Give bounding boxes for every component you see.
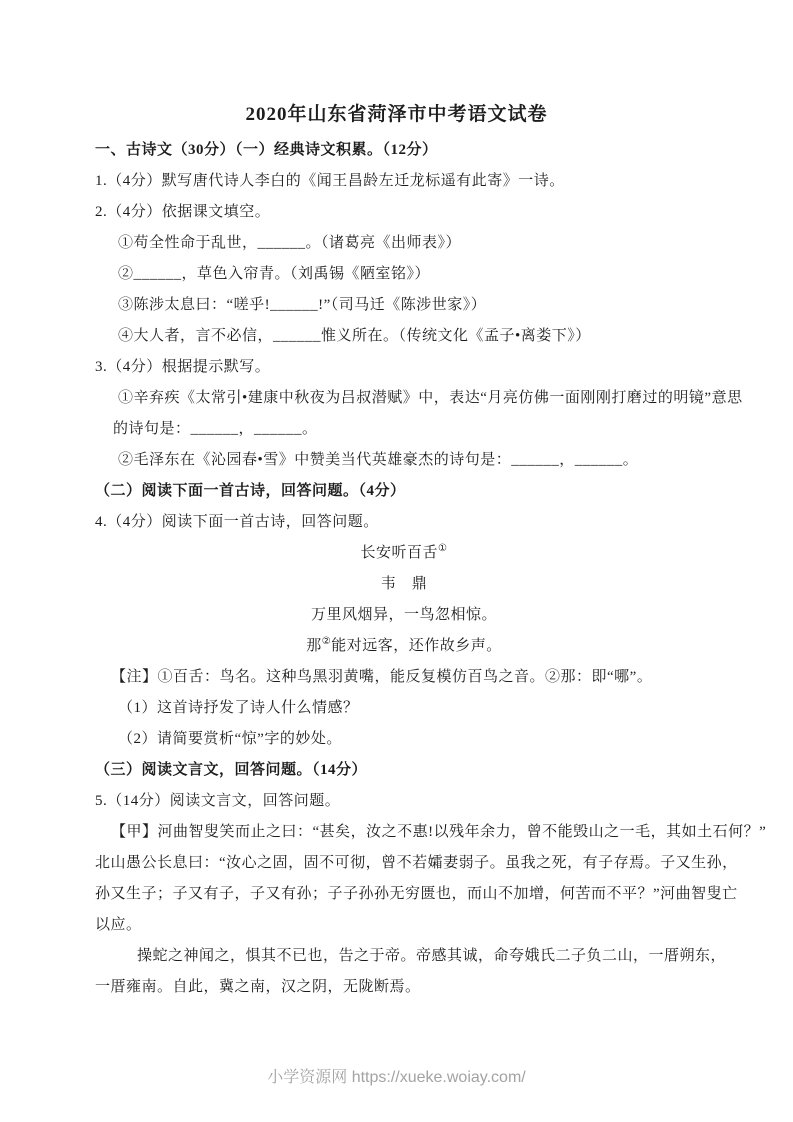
question-4-stem: 4.（4分）阅读下面一首古诗，回答问题。 xyxy=(95,514,379,530)
poem-note-ref-2: ② xyxy=(321,636,332,647)
question-1: 1.（4分）默写唐代诗人李白的《闻王昌龄左迁龙标遥有此寄》一诗。 xyxy=(95,173,565,189)
passage-jia-para-2-line-1: 操蛇之神闻之，惧其不已也，告之于帝。帝感其诚，命夸娥氏二子负二山，一厝朔东， xyxy=(137,948,727,964)
question-2-item-3: ③陈涉太息曰：“嗟乎!______!”（司马迁《陈涉世家》） xyxy=(118,297,487,313)
poem-note: 【注】①百舌：鸟名。这种鸟黑羽黄嘴，能反复模仿百鸟之音。②那：即“哪”。 xyxy=(111,669,653,685)
poem-line-2-pre: 那 xyxy=(306,638,322,654)
watermark-text: 小学资源网 https://xueke.woiay.com/ xyxy=(267,1069,526,1086)
poem-note-ref-1: ① xyxy=(438,543,448,554)
passage-jia-line-3: 孙又生子；子又有子，子又有孙；子子孙孙无穷匮也，而山不加增，何苦而不平？”河曲智叟亡 xyxy=(95,886,738,902)
poem-line-2 xyxy=(95,631,713,662)
question-5-stem: 5.（14分）阅读文言文，回答问题。 xyxy=(95,793,341,809)
section-2-heading: （二）阅读下面一首古诗，回答问题。（4分） xyxy=(95,483,406,499)
question-3-item-1-line-2: 的诗句是：______，______。 xyxy=(113,421,318,437)
passage-jia-line-1: 【甲】河曲智叟笑而止之曰：“甚矣，汝之不惠!以残年余力，曾不能毁山之一毛，其如土石何？” xyxy=(111,824,767,840)
question-3-item-2: ②毛泽东在《沁园春•雪》中赞美当代英雄豪杰的诗句是：______，______。 xyxy=(118,452,639,468)
exam-body xyxy=(95,135,767,1003)
poem-title-text: 长安听百舌 xyxy=(360,545,439,561)
poem-title xyxy=(95,538,713,569)
watermark-footer xyxy=(0,1066,793,1090)
passage-jia-line-2: 北山愚公长息曰：“汝心之固，固不可彻，曾不若孀妻弱子。虽我之死，有子存焉。子又生孙， xyxy=(95,855,738,871)
poem-line-1: 万里风烟异，一鸟忽相惊。 xyxy=(310,607,497,623)
section-3-heading: （三）阅读文言文，回答问题。（14分） xyxy=(95,762,368,778)
question-3-item-1-line-1: ①辛弃疾《太常引•建康中秋夜为吕叔潜赋》中，表达“月亮仿佛一面刚刚打磨过的明镜”意思 xyxy=(118,390,743,406)
question-4-sub-1: （1）这首诗抒发了诗人什么情感？ xyxy=(118,700,359,716)
question-2-item-2: ②______，草色入帘青。（刘禹锡《陋室铭》） xyxy=(118,266,431,282)
question-3-stem: 3.（4分）根据提示默写。 xyxy=(95,359,271,375)
section-1-heading: 一、古诗文（30分）（一）经典诗文积累。（12分） xyxy=(95,142,438,158)
passage-jia-para-2-line-2: 一厝雍南。自此，冀之南，汉之阴，无陇断焉。 xyxy=(95,979,421,995)
question-2-item-1: ①苟全性命于乱世，______。（诸葛亮《出师表》） xyxy=(118,235,462,251)
poem-line-2-rest: 能对远客，还作故乡声。 xyxy=(331,638,502,654)
poem-author: 韦 鼎 xyxy=(380,576,428,592)
question-2-stem: 2.（4分）依据课文填空。 xyxy=(95,204,271,220)
exam-title: 2020年山东省菏泽市中考语文试卷 xyxy=(245,104,548,125)
question-4-sub-2: （2）请简要赏析“惊”字的妙处。 xyxy=(118,731,342,747)
question-2-item-4: ④大人者，言不必信，______惟义所在。（传统文化《孟子•离娄下》） xyxy=(118,328,591,344)
passage-jia-line-4: 以应。 xyxy=(95,917,142,933)
